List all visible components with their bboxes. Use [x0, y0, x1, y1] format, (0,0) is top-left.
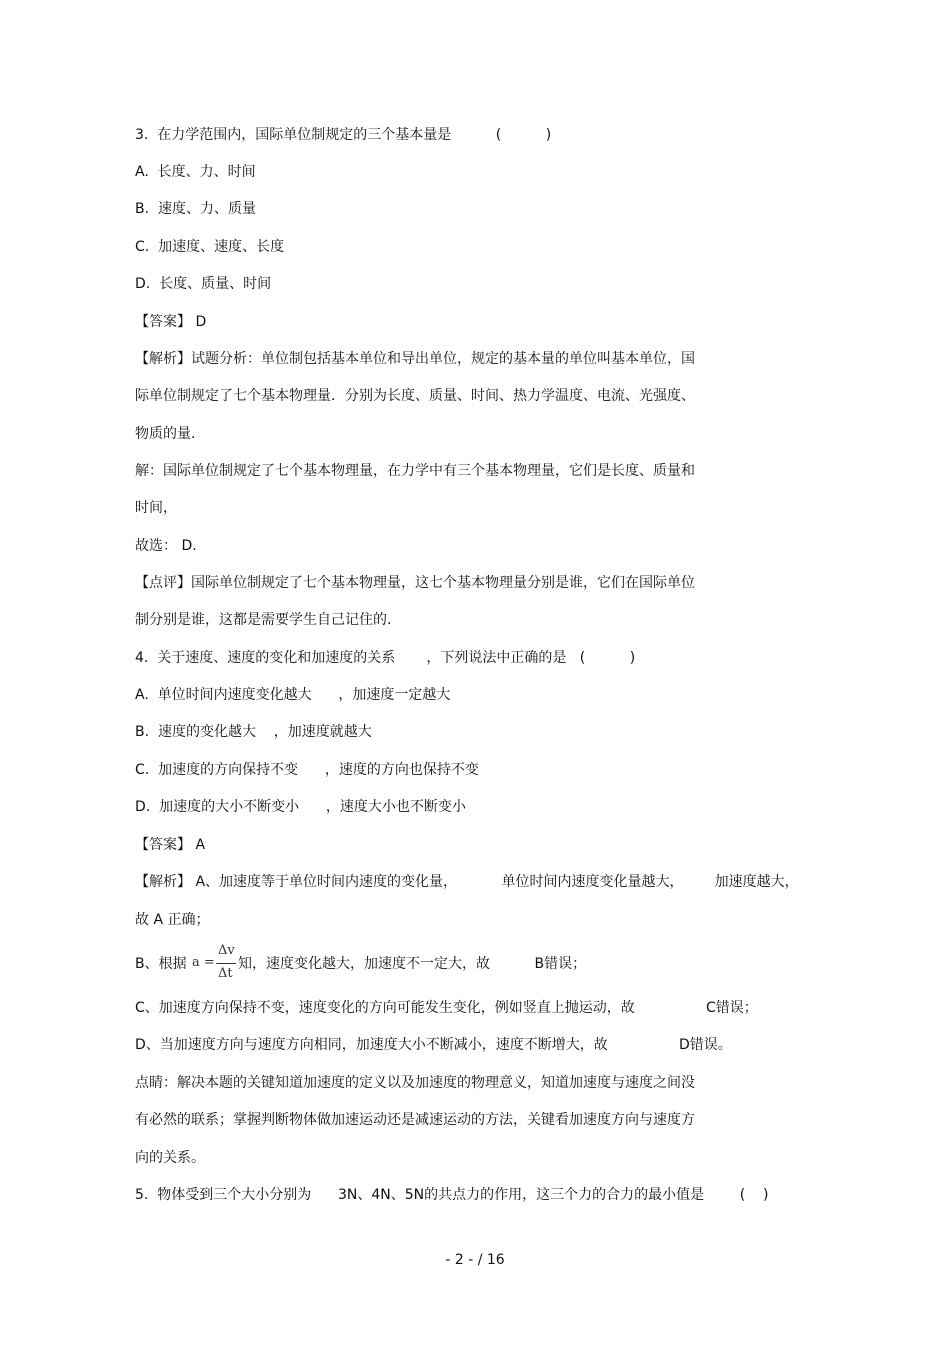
q4-analysis-line: 【解析】 A、加速度等于单位时间内速度的变化量， 单位时间内速度变化量越大， 加速度越大， [135, 874, 799, 890]
q4-analysis-line: D、当加速度方向与速度方向相同，加速度大小不断减小，速度不断增大，故 D错误。 [135, 1037, 732, 1053]
q3-comment-line: 制分别是谁，这都是需要学生自己记住的. [135, 612, 392, 628]
q3-analysis-line: 际单位制规定了七个基本物理量．分别为长度、质量、时间、热力学温度、电流、光强度、 [135, 388, 695, 404]
q4-tip-line: 点睛：解决本题的关键知道加速度的定义以及加速度的物理意义，知道加速度与速度之间没 [135, 1075, 695, 1091]
q4-answer: 【答案】 A [135, 837, 206, 853]
q3-comment-line: 【点评】国际单位制规定了七个基本物理量，这七个基本物理量分别是谁，它们在国际单位 [135, 575, 695, 591]
page-number: - 2 - / 16 [445, 1252, 505, 1268]
fraction-bar [216, 963, 236, 964]
question-3-stem: 3. 在力学范围内，国际单位制规定的三个基本量是 ( ) [135, 127, 552, 143]
q3-answer: 【答案】 D [135, 314, 207, 330]
q3-analysis-line: 【解析】试题分析：单位制包括基本单位和导出单位，规定的基本量的单位叫基本单位，国 [135, 351, 695, 367]
q4-option-c: C. 加速度的方向保持不变 ，速度的方向也保持不变 [135, 762, 479, 778]
q4-tip-line: 有必然的联系；掌握判断物体做加速运动还是减速运动的方法，关键看加速度方向与速度方 [135, 1112, 695, 1128]
q3-option-b: B. 速度、力、质量 [135, 201, 256, 217]
q3-solution-line: 解：国际单位制规定了七个基本物理量，在力学中有三个基本物理量，它们是长度、质量和 [135, 463, 695, 479]
formula-lhs: a = [192, 955, 215, 970]
q3-option-d: D. 长度、质量、时间 [135, 276, 272, 292]
q3-option-a: A. 长度、力、时间 [135, 164, 256, 180]
q4-formula-suffix: 知，速度变化越大，加速度不一定大，故 B错误； [238, 956, 587, 972]
q4-option-d: D. 加速度的大小不断变小 ，速度大小也不断变小 [135, 799, 466, 815]
question-4-stem: 4. 关于速度、速度的变化和加速度的关系 ，下列说法中正确的是 ( ) [135, 650, 636, 666]
q4-option-a: A. 单位时间内速度变化越大 ，加速度一定越大 [135, 687, 451, 703]
formula-denominator: Δt [218, 966, 233, 981]
q3-option-c: C. 加速度、速度、长度 [135, 239, 285, 255]
q4-tip-line: 向的关系。 [135, 1150, 205, 1166]
q3-choice: 故选： D. [135, 538, 197, 554]
q4-analysis-line: C、加速度方向保持不变，速度变化的方向可能发生变化，例如竖直上抛运动，故 C错误； [135, 1000, 758, 1016]
question-5-stem: 5. 物体受到三个大小分别为 3N、4N、5N的共点力的作用，这三个力的合力的最小值是 ( ) [135, 1187, 769, 1203]
q4-formula-prefix: B、根据 [135, 956, 187, 972]
q4-analysis-line: 故 A 正确； [135, 912, 210, 928]
q3-solution-line: 时间， [135, 500, 177, 516]
q4-option-b: B. 速度的变化越大 ，加速度就越大 [135, 724, 372, 740]
q3-analysis-line: 物质的量. [135, 426, 196, 442]
formula-numerator: Δv [218, 943, 235, 958]
